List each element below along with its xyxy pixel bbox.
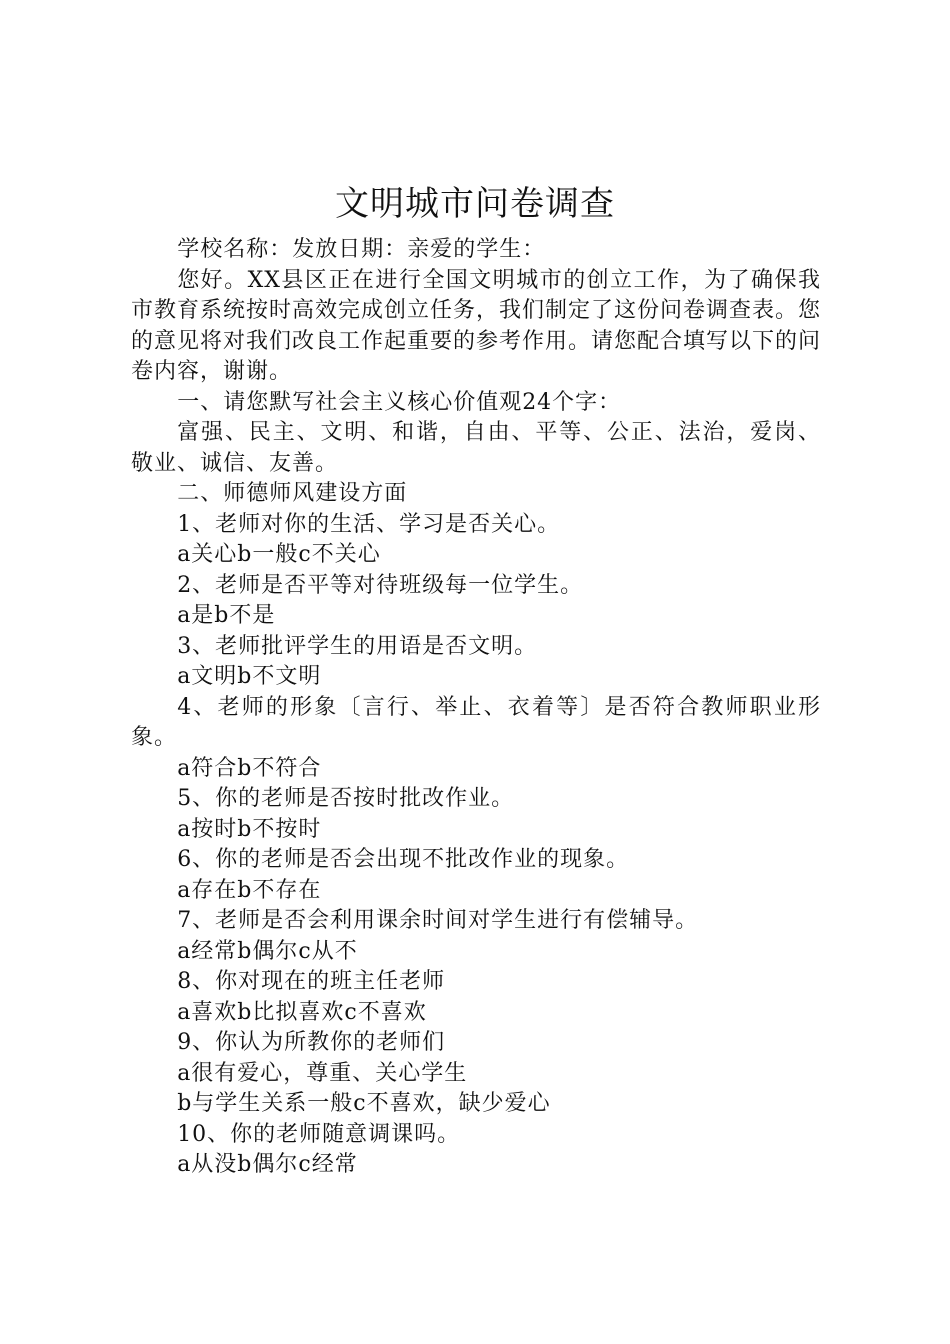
options-3: a文明b不文明 — [177, 664, 322, 689]
options-8: a喜欢b比拟喜欢c不喜欢 — [177, 999, 427, 1025]
question-3: 3、老师批评学生的用语是否文明。 — [177, 633, 538, 659]
question-2: 2、老师是否平等对待班级每一位学生。 — [177, 572, 584, 598]
paragraph-school-info: 学校名称：发放日期：亲爱的学生： — [177, 237, 546, 262]
options-9-b: b与学生关系一般c不喜欢，缺少爱心 — [177, 1091, 551, 1116]
document-body — [131, 235, 821, 1181]
options-9-a: a很有爱心，尊重、关心学生 — [177, 1060, 468, 1086]
section-heading-teacher-ethics: 二、师德师风建设方面 — [177, 481, 408, 506]
question-4: 4、老师的形象〔言行、举止、衣着等〕是否符合教师职业形象。 — [131, 694, 821, 750]
options-4: a符合b不符合 — [177, 755, 322, 781]
section-heading-core-values: 一、请您默写社会主义核心价值观24个字： — [177, 389, 622, 415]
document-title: 文明城市问卷调查 — [335, 184, 615, 224]
question-9: 9、你认为所教你的老师们 — [177, 1030, 446, 1055]
options-7: a经常b偶尔c从不 — [177, 938, 358, 964]
options-1: a关心b一般c不关心 — [177, 542, 381, 567]
question-6: 6、你的老师是否会出现不批改作业的现象。 — [177, 847, 630, 872]
paragraph-greeting: 您好。XX县区正在进行全国文明城市的创立工作，为了确保我市教育系统按时高效完成创立任务，我们制定了这份问卷调查表。您的意见将对我们改良工作起重要的参考作用。请您配合填写以下的问卷内容，谢谢。 — [131, 267, 822, 384]
question-7: 7、老师是否会利用课余时间对学生进行有偿辅导。 — [177, 908, 699, 933]
question-8: 8、你对现在的班主任老师 — [177, 969, 446, 994]
question-1: 1、老师对你的生活、学习是否关心。 — [177, 511, 561, 537]
options-6: a存在b不存在 — [177, 877, 322, 903]
question-10: 10、你的老师随意调课吗。 — [177, 1121, 461, 1147]
paragraph-core-values: 富强、民主、文明、和谐，自由、平等、公正、法治，爱岗、敬业、诚信、友善。 — [131, 420, 821, 476]
options-5: a按时b不按时 — [177, 816, 322, 842]
question-5: 5、你的老师是否按时批改作业。 — [177, 786, 515, 811]
options-2: a是b不是 — [177, 603, 276, 628]
options-10: a从没b偶尔c经常 — [177, 1152, 358, 1177]
